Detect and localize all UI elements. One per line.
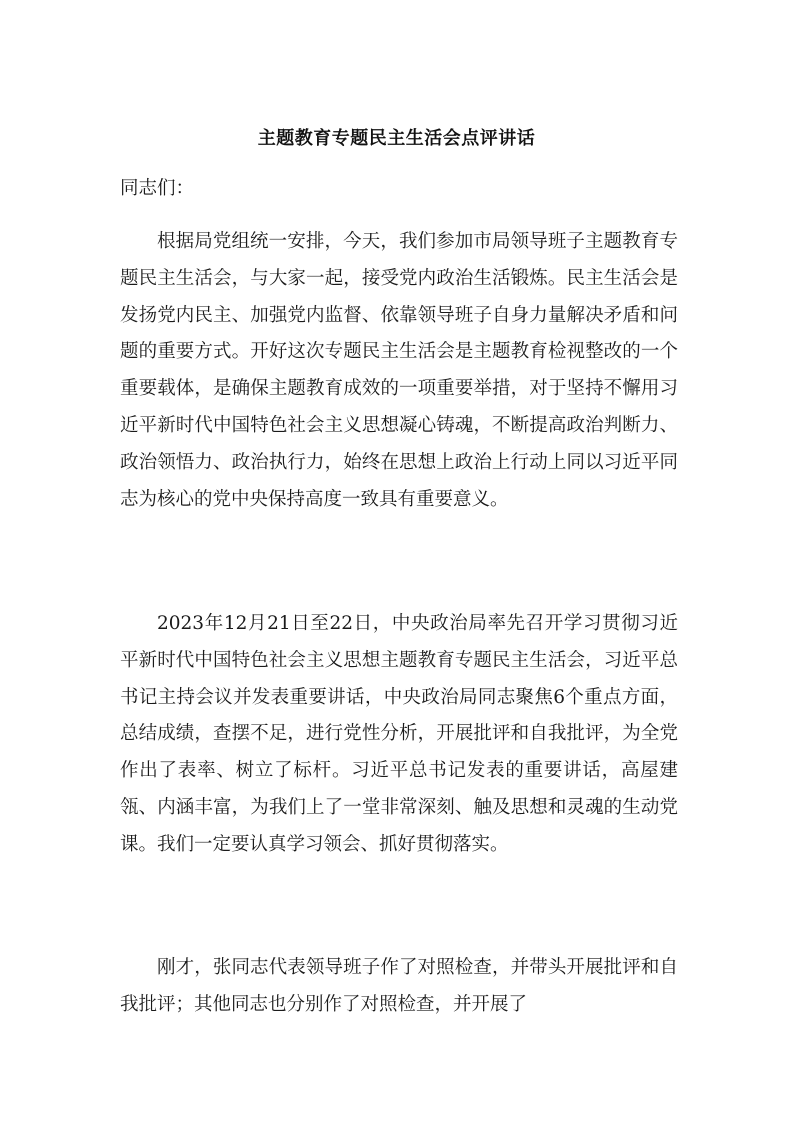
paragraph-2: 2023年12月21日至22日，中央政治局率先召开学习贯彻习近平新时代中国特色社会主义思想主题教育专题民主生活会，习近平总书记主持会议并发表重要讲话，中央政治局同志聚焦6个重点方面，总结成绩，查摆不足，进行党性分析，开展批评和自我批评，为全党作出了表率、树立了标杆。习近平总书记发表的重要讲话，高屋建瓴、内涵丰富，为我们上了一堂非常深刻、触及思想和灵魂的生动党课。我们一定要认真学习领会、抓好贯彻落实。 <box>120 613 678 855</box>
document-title: 主题教育专题民主生活会点评讲话 <box>257 128 536 149</box>
paragraph-3: 刚才，张同志代表领导班子作了对照检查，并带头开展批评和自我批评；其他同志也分别作了对照检查，并开展了 <box>120 957 678 1015</box>
salutation: 同志们： <box>120 178 195 199</box>
paragraph-1: 根据局党组统一安排，今天，我们参加市局领导班子主题教育专题民主生活会，与大家一起，接受党内政治生活锻炼。民主生活会是发扬党内民主、加强党内监督、依靠领导班子自身力量解决矛盾和问题的重要方式。开好这次专题民主生活会是主题教育检视整改的一个重要载体，是确保主题教育成效的一项重要举措，对于坚持不懈用习近平新时代中国特色社会主义思想凝心铸魂，不断提高政治判断力、政治领悟力、政治执行力，始终在思想上政治上行动上同以习近平同志为核心的党中央保持高度一致具有重要意义。 <box>120 231 678 510</box>
